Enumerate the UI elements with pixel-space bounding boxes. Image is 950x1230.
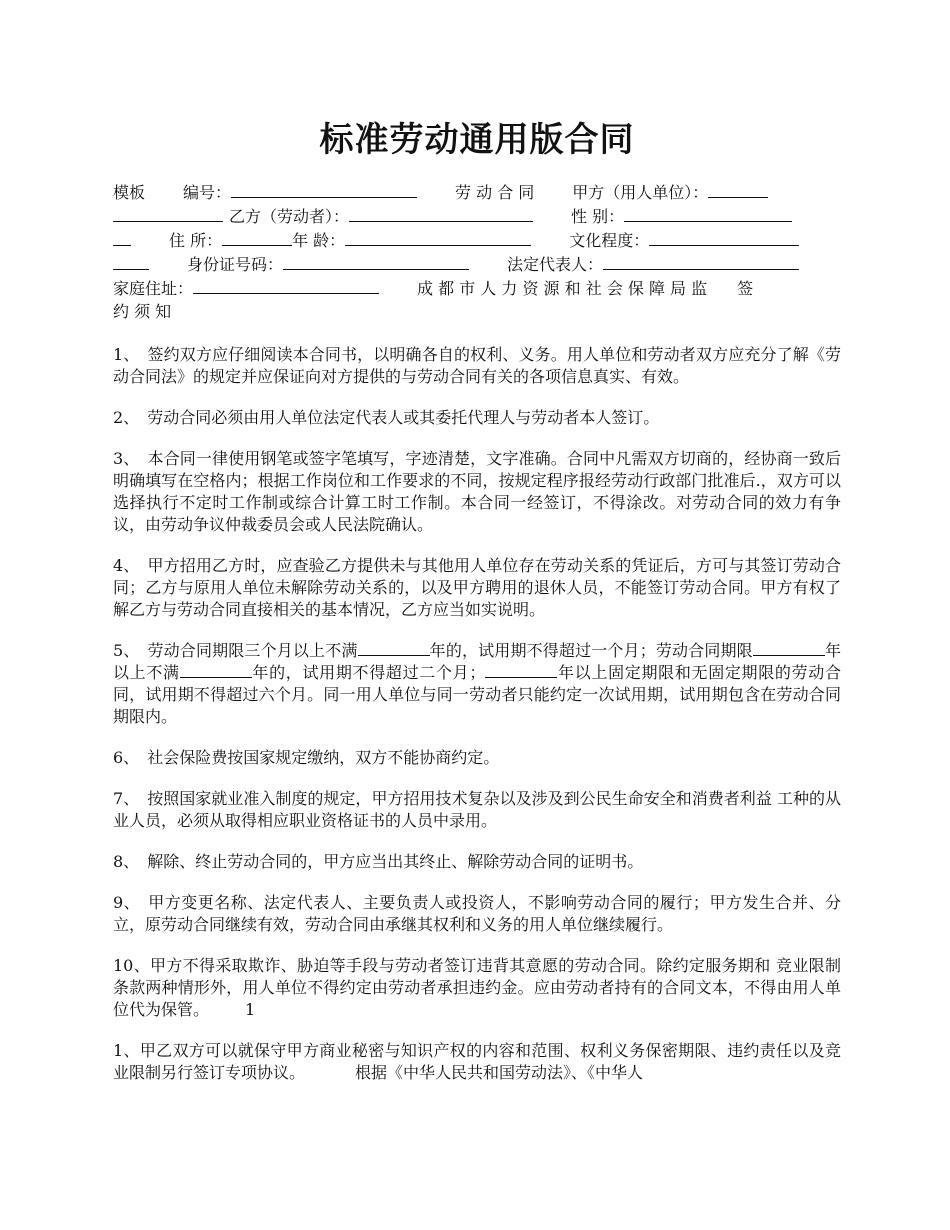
home-address-blank[interactable] — [193, 276, 379, 294]
probation-blank-4[interactable] — [485, 663, 557, 678]
clause-next-1: 1、甲乙双方可以就保守甲方商业秘密与知识产权的内容和范围、权利义务保密期限、违约责任以及竞业限制另行签订专项协议。 根据《中华人民共和国劳动法》、《中华人 — [113, 1041, 841, 1082]
address-label: 住 所： — [169, 231, 223, 250]
probation-blank-2[interactable] — [753, 641, 825, 656]
clause-7: 7、 按照国家就业准入制度的规定，甲方招用技术复杂以及涉及到公民生命安全和消费者利益 工种的从业人员，必须从取得相应职业资格证书的人员中录用。 — [113, 789, 841, 830]
education-label: 文化程度： — [569, 231, 650, 250]
probation-blank-1[interactable] — [358, 641, 430, 656]
page-number: 1 — [245, 1000, 256, 1019]
clause-2: 2、 劳动合同必须由用人单位法定代表人或其委托代理人与劳动者本人签订。 — [113, 408, 660, 427]
bureau-text: 成 都 市 人 力 资 源 和 社 会 保 障 局 监 — [417, 279, 708, 298]
id-label: 身份证号码： — [187, 255, 284, 274]
clause-6: 6、 社会保险费按国家规定缴纳，双方不能协商约定。 — [113, 748, 500, 767]
contract-header-fields — [113, 180, 841, 324]
clause-1: 1、 签约双方应仔细阅读本合同书，以明确各自的权利、义务。用人单位和劳动者双方应充分了解《劳动合同法》的规定并应保证向对方提供的与劳动合同有关的各项信息真实、有效。 — [113, 345, 841, 386]
party-a-blank[interactable] — [708, 180, 768, 198]
clause-4: 4、 甲方招用乙方时，应查验乙方提供未与其他用人单位存在劳动关系的凭证后，方可与其签订劳动合同；乙方与原用人单位未解除劳动关系的，以及甲方聘用的退休人员，不能签订劳动合同。甲方有权了解乙方与劳动合同直接相关的基本情况，乙方应当如实说明。 — [113, 556, 841, 619]
clauses-list — [113, 344, 841, 1103]
clause-5: 5、 劳动合同期限三个月以上不满 年的，试用期不得超过一个月；劳动合同期限 年以上不满 年的，试用期不得超过二个月； 年以上固定期限和无固定期限的劳动合同，试用期不得超过六个月。同一用人单位与同一劳动者只能约定一次试用期，试用期包含在劳动合同期限内。 — [113, 641, 841, 726]
education-blank-cont[interactable] — [113, 252, 149, 270]
address-blank[interactable] — [222, 228, 292, 246]
id-blank[interactable] — [283, 252, 469, 270]
gender-label: 性 别： — [571, 207, 625, 226]
clause-9: 9、 甲方变更名称、法定代表人、主要负责人或投资人，不影响劳动合同的履行；甲方发生合并、分立，原劳动合同继续有效，劳动合同由承继其权利和义务的用人单位继续履行。 — [113, 893, 841, 934]
legal-rep-label: 法定代表人： — [507, 255, 604, 274]
party-b-blank[interactable] — [349, 204, 533, 222]
probation-blank-3[interactable] — [180, 663, 252, 678]
document-title: 标准劳动通用版合同 — [319, 120, 635, 160]
clause-8: 8、 解除、终止劳动合同的，甲方应当出其终止、解除劳动合同的证明书。 — [113, 852, 644, 871]
party-b-label: 乙方（劳动者）： — [229, 207, 350, 226]
education-blank[interactable] — [649, 228, 799, 246]
number-blank[interactable] — [231, 180, 417, 198]
party-a-label: 甲方（用人单位）： — [572, 183, 709, 202]
gender-blank-cont[interactable] — [113, 228, 131, 246]
sign-label: 签 — [737, 279, 754, 298]
contract-label: 劳 动 合 同 — [455, 183, 535, 202]
age-blank[interactable] — [345, 228, 531, 246]
clause-10: 10、甲方不得采取欺诈、胁迫等手段与劳动者签订违背其意愿的劳动合同。除约定服务期和 竞业限制条款两种情形外，用人单位不得约定由劳动者承担违约金。应由劳动者持有的合同文本，不得由用人单位代为保管。 1 — [113, 956, 841, 1019]
home-address-label: 家庭住址： — [113, 279, 194, 298]
notice-label: 约 须 知 — [113, 302, 172, 321]
gender-blank[interactable] — [624, 204, 792, 222]
number-label: 编号： — [183, 183, 232, 202]
legal-rep-blank[interactable] — [603, 252, 799, 270]
age-label: 年 龄： — [292, 231, 346, 250]
clause-3: 3、 本合同一律使用钢笔或签字笔填写，字迹清楚，文字准确。合同中凡需双方切商的，经协商一致后明确填写在空格内；根据工作岗位和工作要求的不同，按规定程序报经劳动行政部门批准后.，双方可以选择执行不定时工作制或综合计算工时工作制。本合同一经签订，不得涂改。对劳动合同的效力有争议，由劳动争议仲裁委员会或人民法院确认。 — [113, 449, 841, 534]
party-a-blank-cont[interactable] — [113, 204, 223, 222]
template-label: 模板 — [113, 183, 146, 202]
